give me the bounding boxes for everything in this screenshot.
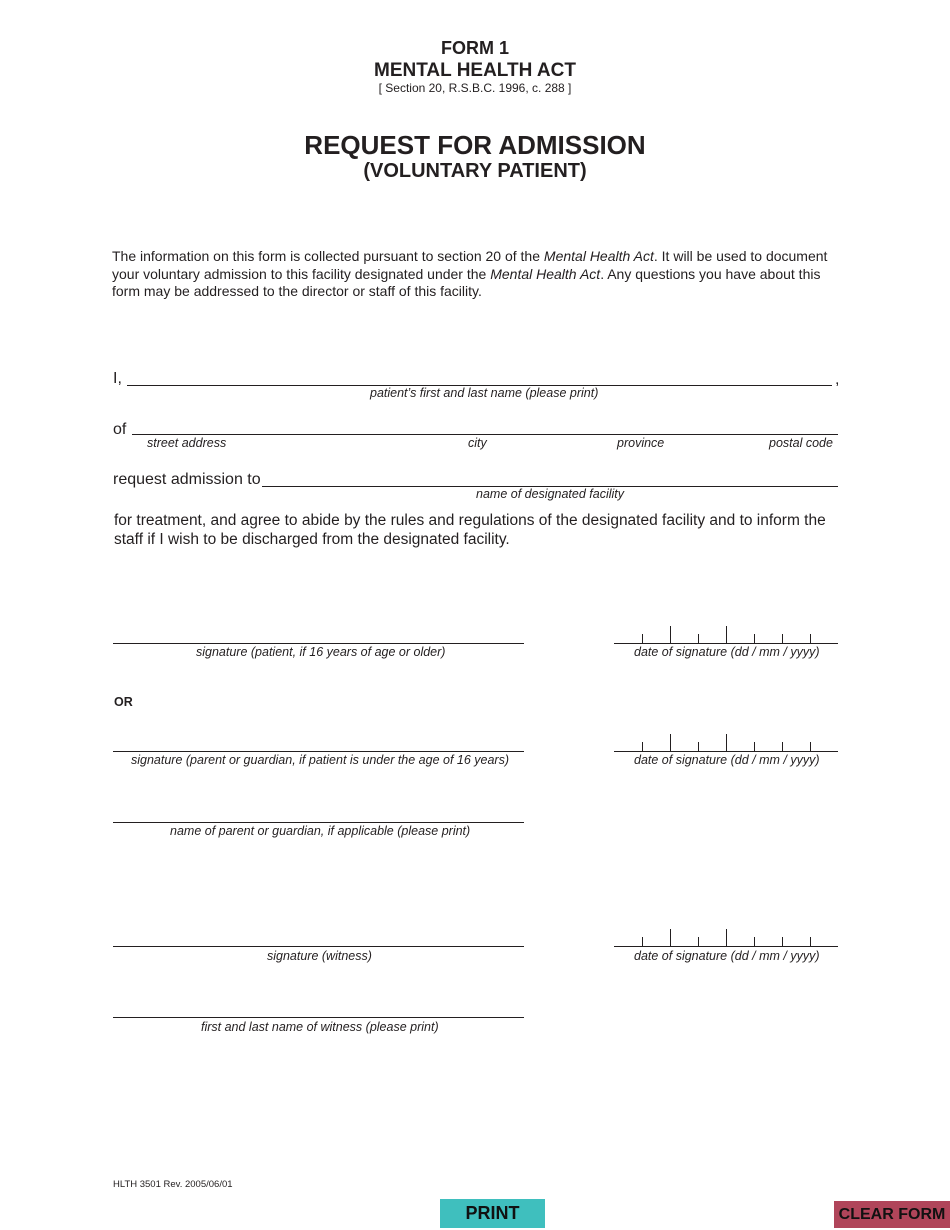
patient-date-caption: date of signature (dd / mm / yyyy) <box>634 645 820 659</box>
of-label: of <box>113 421 127 438</box>
patient-date-field[interactable] <box>614 624 838 644</box>
facility-caption: name of designated facility <box>476 487 625 501</box>
postal-caption: postal code <box>769 436 833 450</box>
form-subtitle: (VOLUNTARY PATIENT) <box>363 160 587 182</box>
form-number: FORM 1 <box>440 38 509 58</box>
witness-name-caption: first and last name of witness (please print) <box>201 1020 439 1034</box>
section-reference: [ Section 20, R.S.B.C. 1996, c. 288 ] <box>378 81 572 95</box>
intro-text-2: . It will be used to document your voluntary admission to this facility designated under the <box>112 248 828 282</box>
agreement-text: for treatment, and agree to abide by the rules and regulations of the designated facility and to inform the staff if I wish to be discharged from the designated facility. <box>114 512 826 548</box>
act-name: MENTAL HEALTH ACT <box>374 60 576 81</box>
guardian-signature-field[interactable] <box>113 751 524 752</box>
witness-name-field[interactable] <box>113 1017 524 1018</box>
address-field[interactable] <box>132 434 838 435</box>
intro-text-1: The information on this form is collected pursuant to section 20 of the <box>112 248 544 264</box>
intro-paragraph <box>112 248 842 301</box>
witness-date-field[interactable] <box>614 927 838 947</box>
intro-act-1: Mental Health Act <box>543 248 654 264</box>
witness-signature-caption: signature (witness) <box>267 949 372 963</box>
city-caption: city <box>468 436 487 450</box>
i-trailing-comma: , <box>835 371 840 388</box>
patient-signature-caption: signature (patient, if 16 years of age or older) <box>196 645 446 659</box>
guardian-name-field[interactable] <box>113 822 524 823</box>
guardian-date-caption: date of signature (dd / mm / yyyy) <box>634 753 820 767</box>
guardian-name-caption: name of parent or guardian, if applicable (please print) <box>170 824 471 838</box>
street-caption: street address <box>147 436 227 450</box>
patient-name-caption: patient’s first and last name (please print) <box>370 386 599 400</box>
intro-text-3: . Any questions you have about this form may be addressed to the director or staff of this facility. <box>112 265 821 299</box>
intro-act-2: Mental Health Act <box>490 265 601 282</box>
witness-date-caption: date of signature (dd / mm / yyyy) <box>634 949 820 963</box>
patient-signature-field[interactable] <box>113 643 524 644</box>
guardian-date-field[interactable] <box>614 732 838 752</box>
form-title: REQUEST FOR ADMISSION <box>304 130 646 160</box>
request-label: request admission to <box>113 471 261 488</box>
witness-signature-field[interactable] <box>113 946 524 947</box>
clear-form-button[interactable]: CLEAR FORM <box>834 1201 950 1228</box>
province-caption: province <box>617 436 665 450</box>
or-label: OR <box>114 695 133 709</box>
i-label: I, <box>113 370 122 387</box>
form-code: HLTH 3501 Rev. 2005/06/01 <box>113 1179 233 1190</box>
print-button[interactable]: PRINT <box>440 1199 545 1228</box>
guardian-signature-caption: signature (parent or guardian, if patient is under the age of 16 years) <box>131 753 510 767</box>
